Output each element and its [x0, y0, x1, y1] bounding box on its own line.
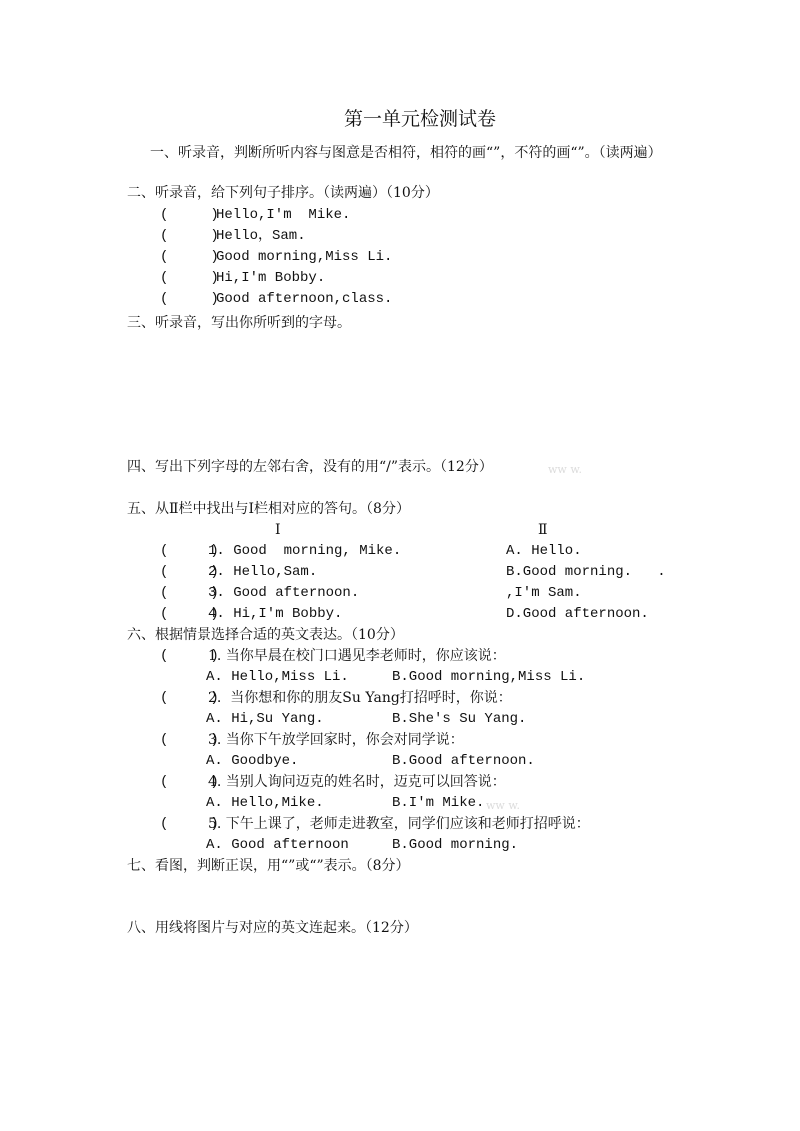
answer-right: A. Hello.: [506, 543, 582, 559]
page-title: 第一单元检测试卷: [344, 108, 497, 130]
answer-blank[interactable]: ( ): [160, 228, 219, 244]
question-text: 2. 当你想和你的朋友Su Yang打招呼时，你说：: [208, 690, 512, 706]
option-a: A. Good afternoon: [206, 837, 349, 853]
answer-blank[interactable]: ( ): [160, 690, 219, 706]
answer-blank[interactable]: ( ): [160, 249, 219, 265]
question-left: 3. Good afternoon.: [208, 585, 360, 601]
option-b: B.I'm Mike.: [392, 795, 485, 811]
answer-blank[interactable]: ( ): [160, 564, 219, 580]
option-a: A. Hello,Mike.: [206, 795, 324, 811]
answer-blank[interactable]: ( ): [160, 291, 219, 307]
section7-heading: 七、看图，判断正误，用“”或“”表示。（8分）: [127, 858, 410, 874]
question-text: 3. 当你下午放学回家时，你会对同学说：: [208, 732, 464, 748]
question-left: 1. Good morning, Mike.: [208, 543, 402, 559]
answer-blank[interactable]: ( ): [160, 585, 219, 601]
section3-heading: 三、听录音，写出你所听到的字母。: [127, 315, 351, 331]
option-b: B.Good morning,Miss Li.: [392, 669, 586, 685]
answer-blank[interactable]: ( ): [160, 270, 219, 286]
answer-blank[interactable]: ( ): [160, 732, 219, 748]
answer-right: B.Good morning. .: [506, 564, 666, 580]
section5-heading: 五、从Ⅱ栏中找出与Ⅰ栏相对应的答句。（8分）: [127, 501, 410, 517]
option-a: A. Hello,Miss Li.: [206, 669, 349, 685]
list-item: Good morning,Miss Li.: [216, 249, 393, 265]
answer-right: ,I'm Sam.: [506, 585, 582, 601]
list-item: Hi,I'm Bobby.: [216, 270, 326, 286]
answer-blank[interactable]: ( ): [160, 606, 219, 622]
answer-blank[interactable]: ( ): [160, 648, 219, 664]
question-left: 4. Hi,I'm Bobby.: [208, 606, 343, 622]
list-item: Hello,I'm Mike.: [216, 207, 351, 223]
answer-blank[interactable]: ( ): [160, 816, 219, 832]
question-text: 4. 当别人询问迈克的姓名时，迈克可以回答说：: [208, 774, 506, 790]
option-b: B.Good afternoon.: [392, 753, 535, 769]
section2-heading: 二、听录音，给下列句子排序。（读两遍）（10分）: [127, 185, 439, 201]
watermark: ww w.: [548, 463, 582, 476]
section1-heading: 一、听录音，判断所听内容与图意是否相符，相符的画“”，不符的画“”。（读两遍）: [150, 145, 662, 161]
option-a: A. Goodbye.: [206, 753, 299, 769]
question-left: 2. Hello,Sam.: [208, 564, 318, 580]
answer-blank[interactable]: ( ): [160, 543, 219, 559]
answer-blank[interactable]: ( ): [160, 774, 219, 790]
section4-heading: 四、写出下列字母的左邻右舍，没有的用“/”表示。（12分）: [127, 459, 493, 475]
watermark: ww w.: [486, 799, 520, 812]
answer-blank[interactable]: ( ): [160, 207, 219, 223]
column-header-2: Ⅱ: [538, 522, 548, 538]
question-text: 5. 下午上课了，老师走进教室，同学们应该和老师打招呼说：: [208, 816, 590, 832]
question-text: 1. 当你早晨在校门口遇见李老师时，你应该说：: [208, 648, 506, 664]
column-header-1: Ⅰ: [275, 522, 281, 538]
list-item: Hello，Sam.: [216, 228, 306, 244]
section6-heading: 六、根据情景选择合适的英文表达。（10分）: [127, 627, 404, 643]
option-b: B.She's Su Yang.: [392, 711, 527, 727]
answer-right: D.Good afternoon.: [506, 606, 649, 622]
option-a: A. Hi,Su Yang.: [206, 711, 324, 727]
option-b: B.Good morning.: [392, 837, 519, 853]
section8-heading: 八、用线将图片与对应的英文连起来。（12分）: [127, 920, 418, 936]
list-item: Good afternoon,class.: [216, 291, 393, 307]
